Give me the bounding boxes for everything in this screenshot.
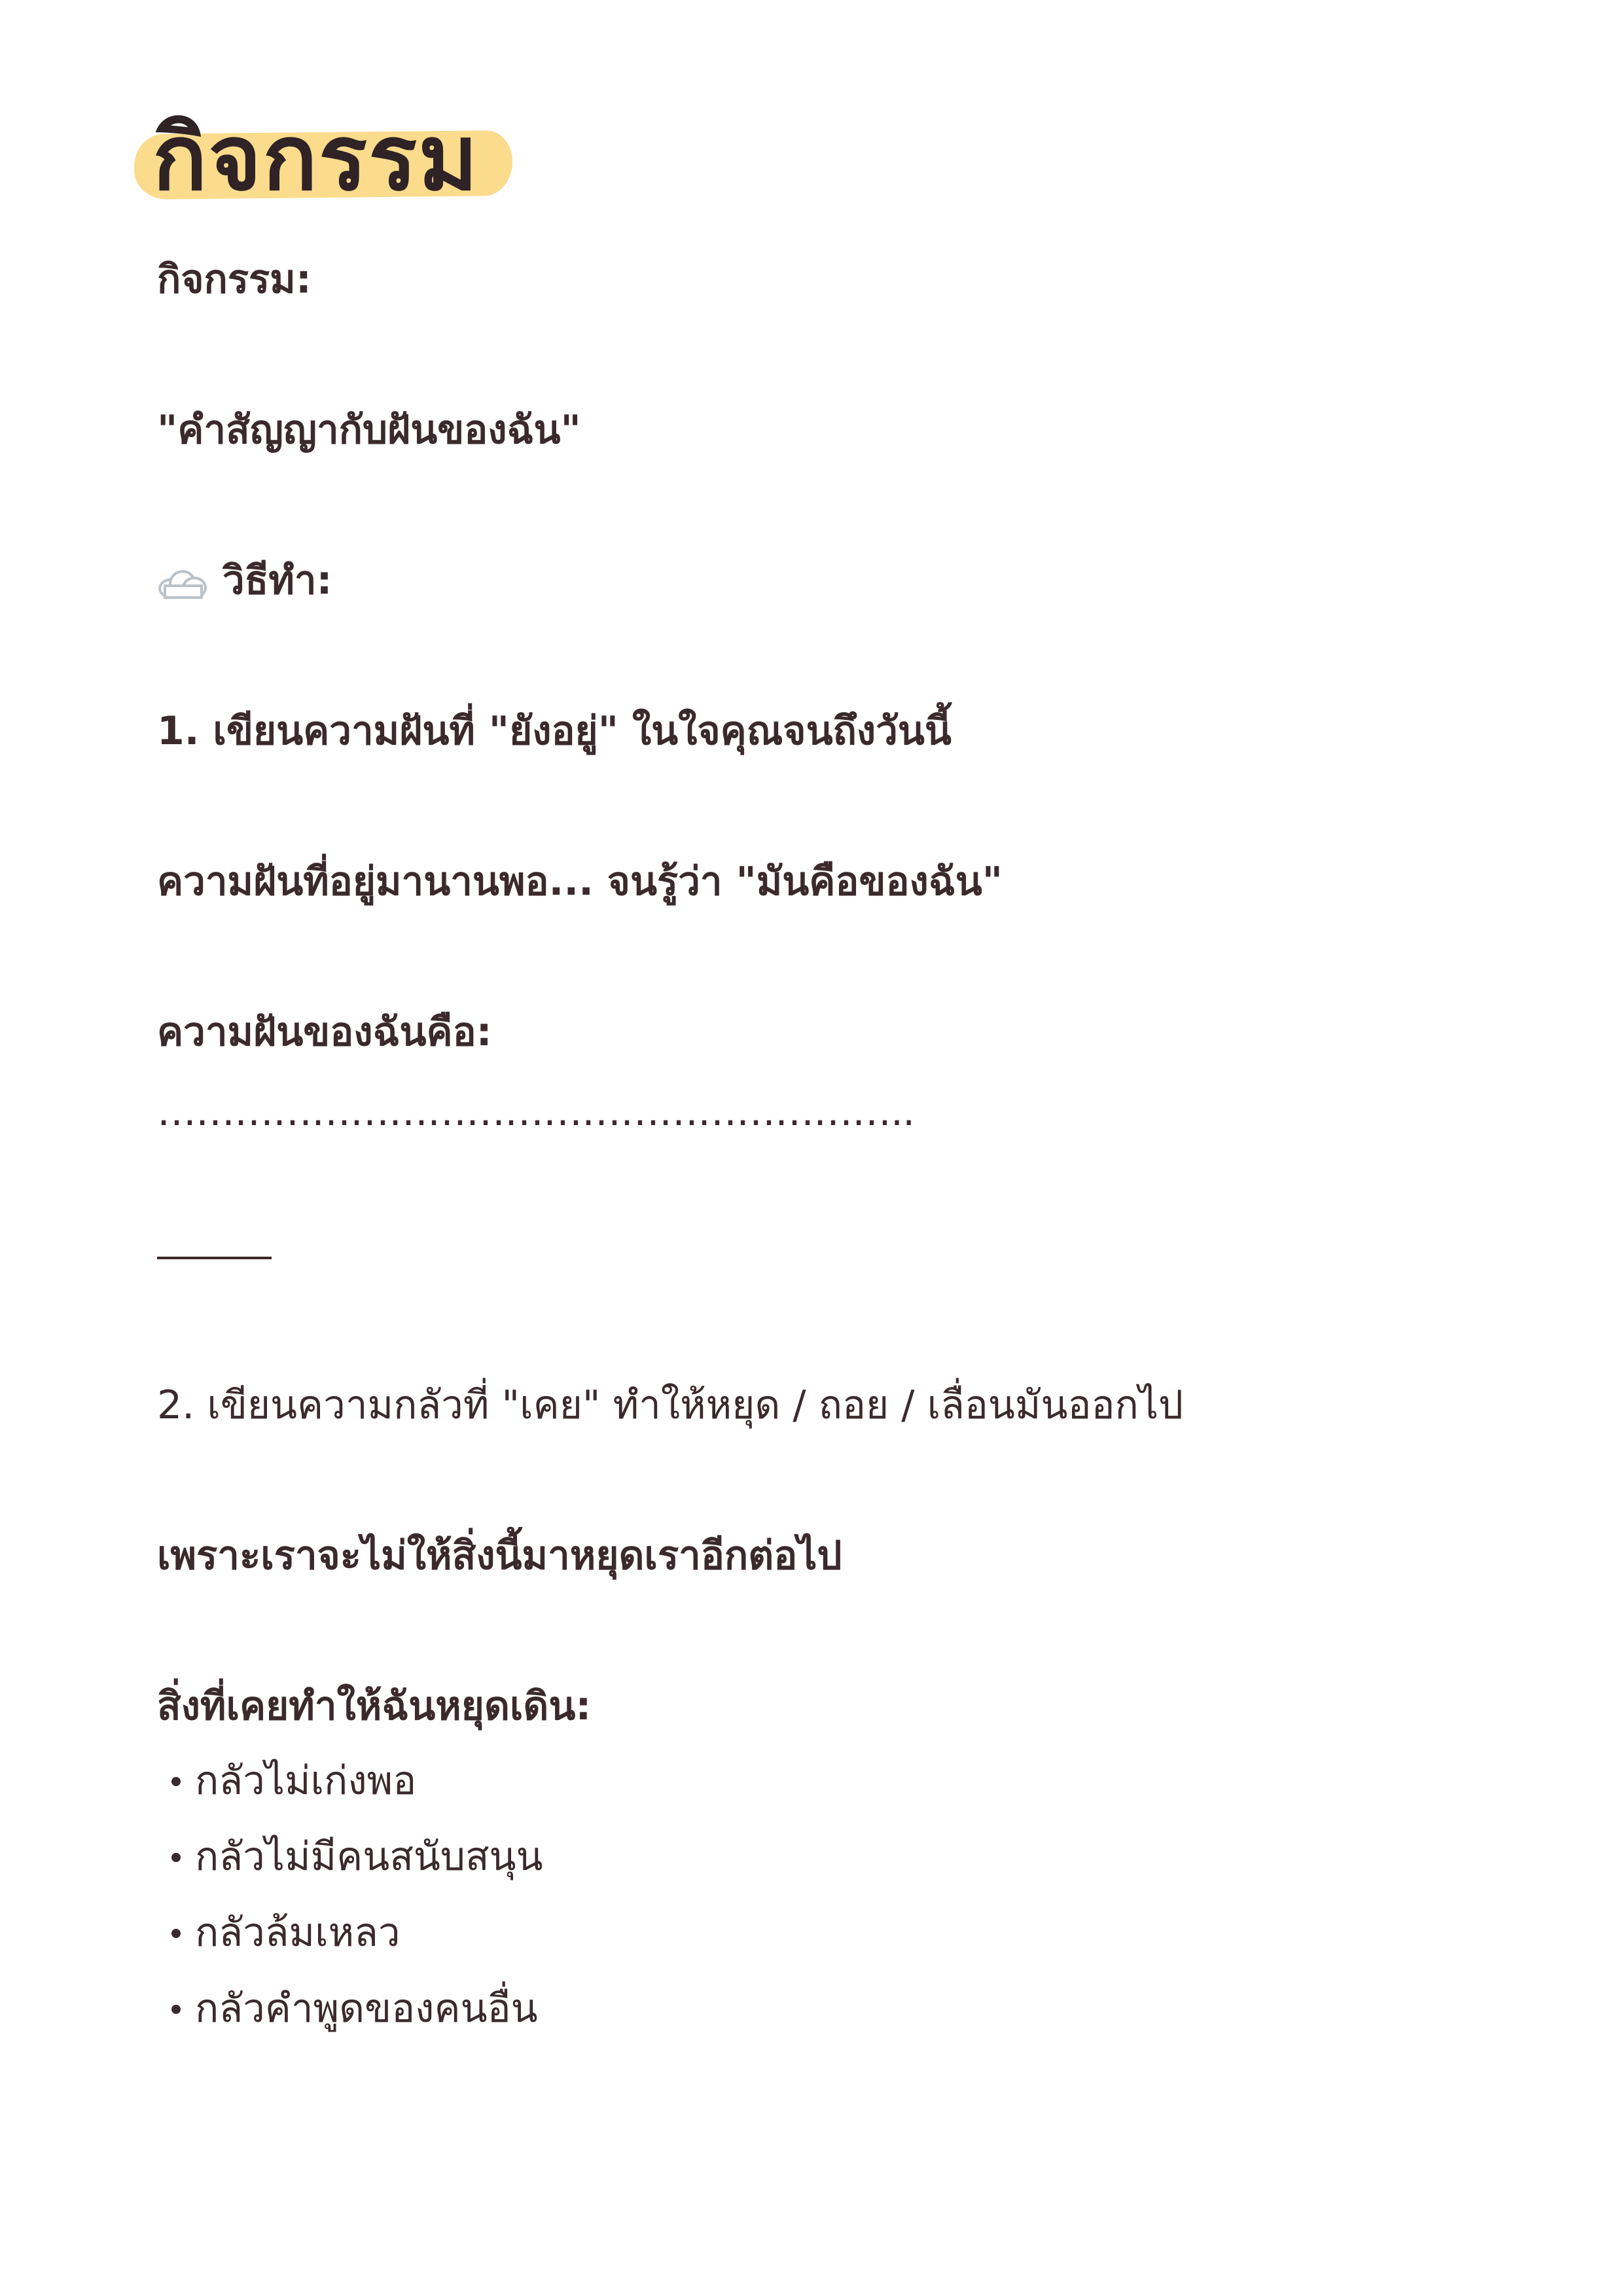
method-label: วิธีทำ: [223, 558, 332, 603]
fear-list-item [171, 1827, 543, 1886]
method-heading [157, 551, 332, 610]
dream-answer-blank[interactable]: ………………………………………………….. [157, 1089, 915, 1135]
step1-prompt: ความฝันของฉันคือ: [157, 1009, 492, 1055]
fear-label: กลัวคำพูดของคนอื่น [195, 1986, 538, 2032]
bullet-icon [171, 1853, 181, 1862]
activity-label: กิจกรรม: [157, 257, 312, 302]
page-title: กิจกรรม [152, 105, 480, 211]
step2-subtext: เพราะเราจะไม่ให้สิ่งนี้มาหยุดเราอีกต่อไป [157, 1533, 842, 1579]
section-divider [157, 1257, 272, 1259]
step2-prompt: สิ่งที่เคยทำให้ฉันหยุดเดิน: [157, 1683, 592, 1729]
step2-heading: 2. เขียนความกลัวที่ "เคย" ทำให้หยุด / ถอย / เลื่อนมันออกไป [157, 1382, 1184, 1428]
fear-label: กลัวล้มเหลว [195, 1910, 401, 1956]
fear-list-item [171, 1751, 416, 1810]
bullet-icon [171, 1929, 181, 1938]
activity-name: "คำสัญญากับฝันของฉัน" [157, 407, 581, 453]
bullet-icon [171, 2005, 181, 2014]
fear-label: กลัวไม่เก่งพอ [195, 1758, 417, 1804]
step1-subtext: ความฝันที่อยู่มานานพอ... จนรู้ว่า "มันคือของฉัน" [157, 859, 1003, 905]
step1-heading: 1. เขียนความฝันที่ "ยังอยู่" ในใจคุณจนถึงวันนี้ [157, 708, 952, 754]
fear-label: กลัวไม่มีคนสนับสนุน [195, 1834, 543, 1880]
fear-list-item [171, 1903, 401, 1962]
bullet-icon [171, 1777, 181, 1786]
title-block [134, 98, 514, 216]
fear-list-item [171, 1979, 538, 2038]
cloud-icon [157, 569, 204, 595]
